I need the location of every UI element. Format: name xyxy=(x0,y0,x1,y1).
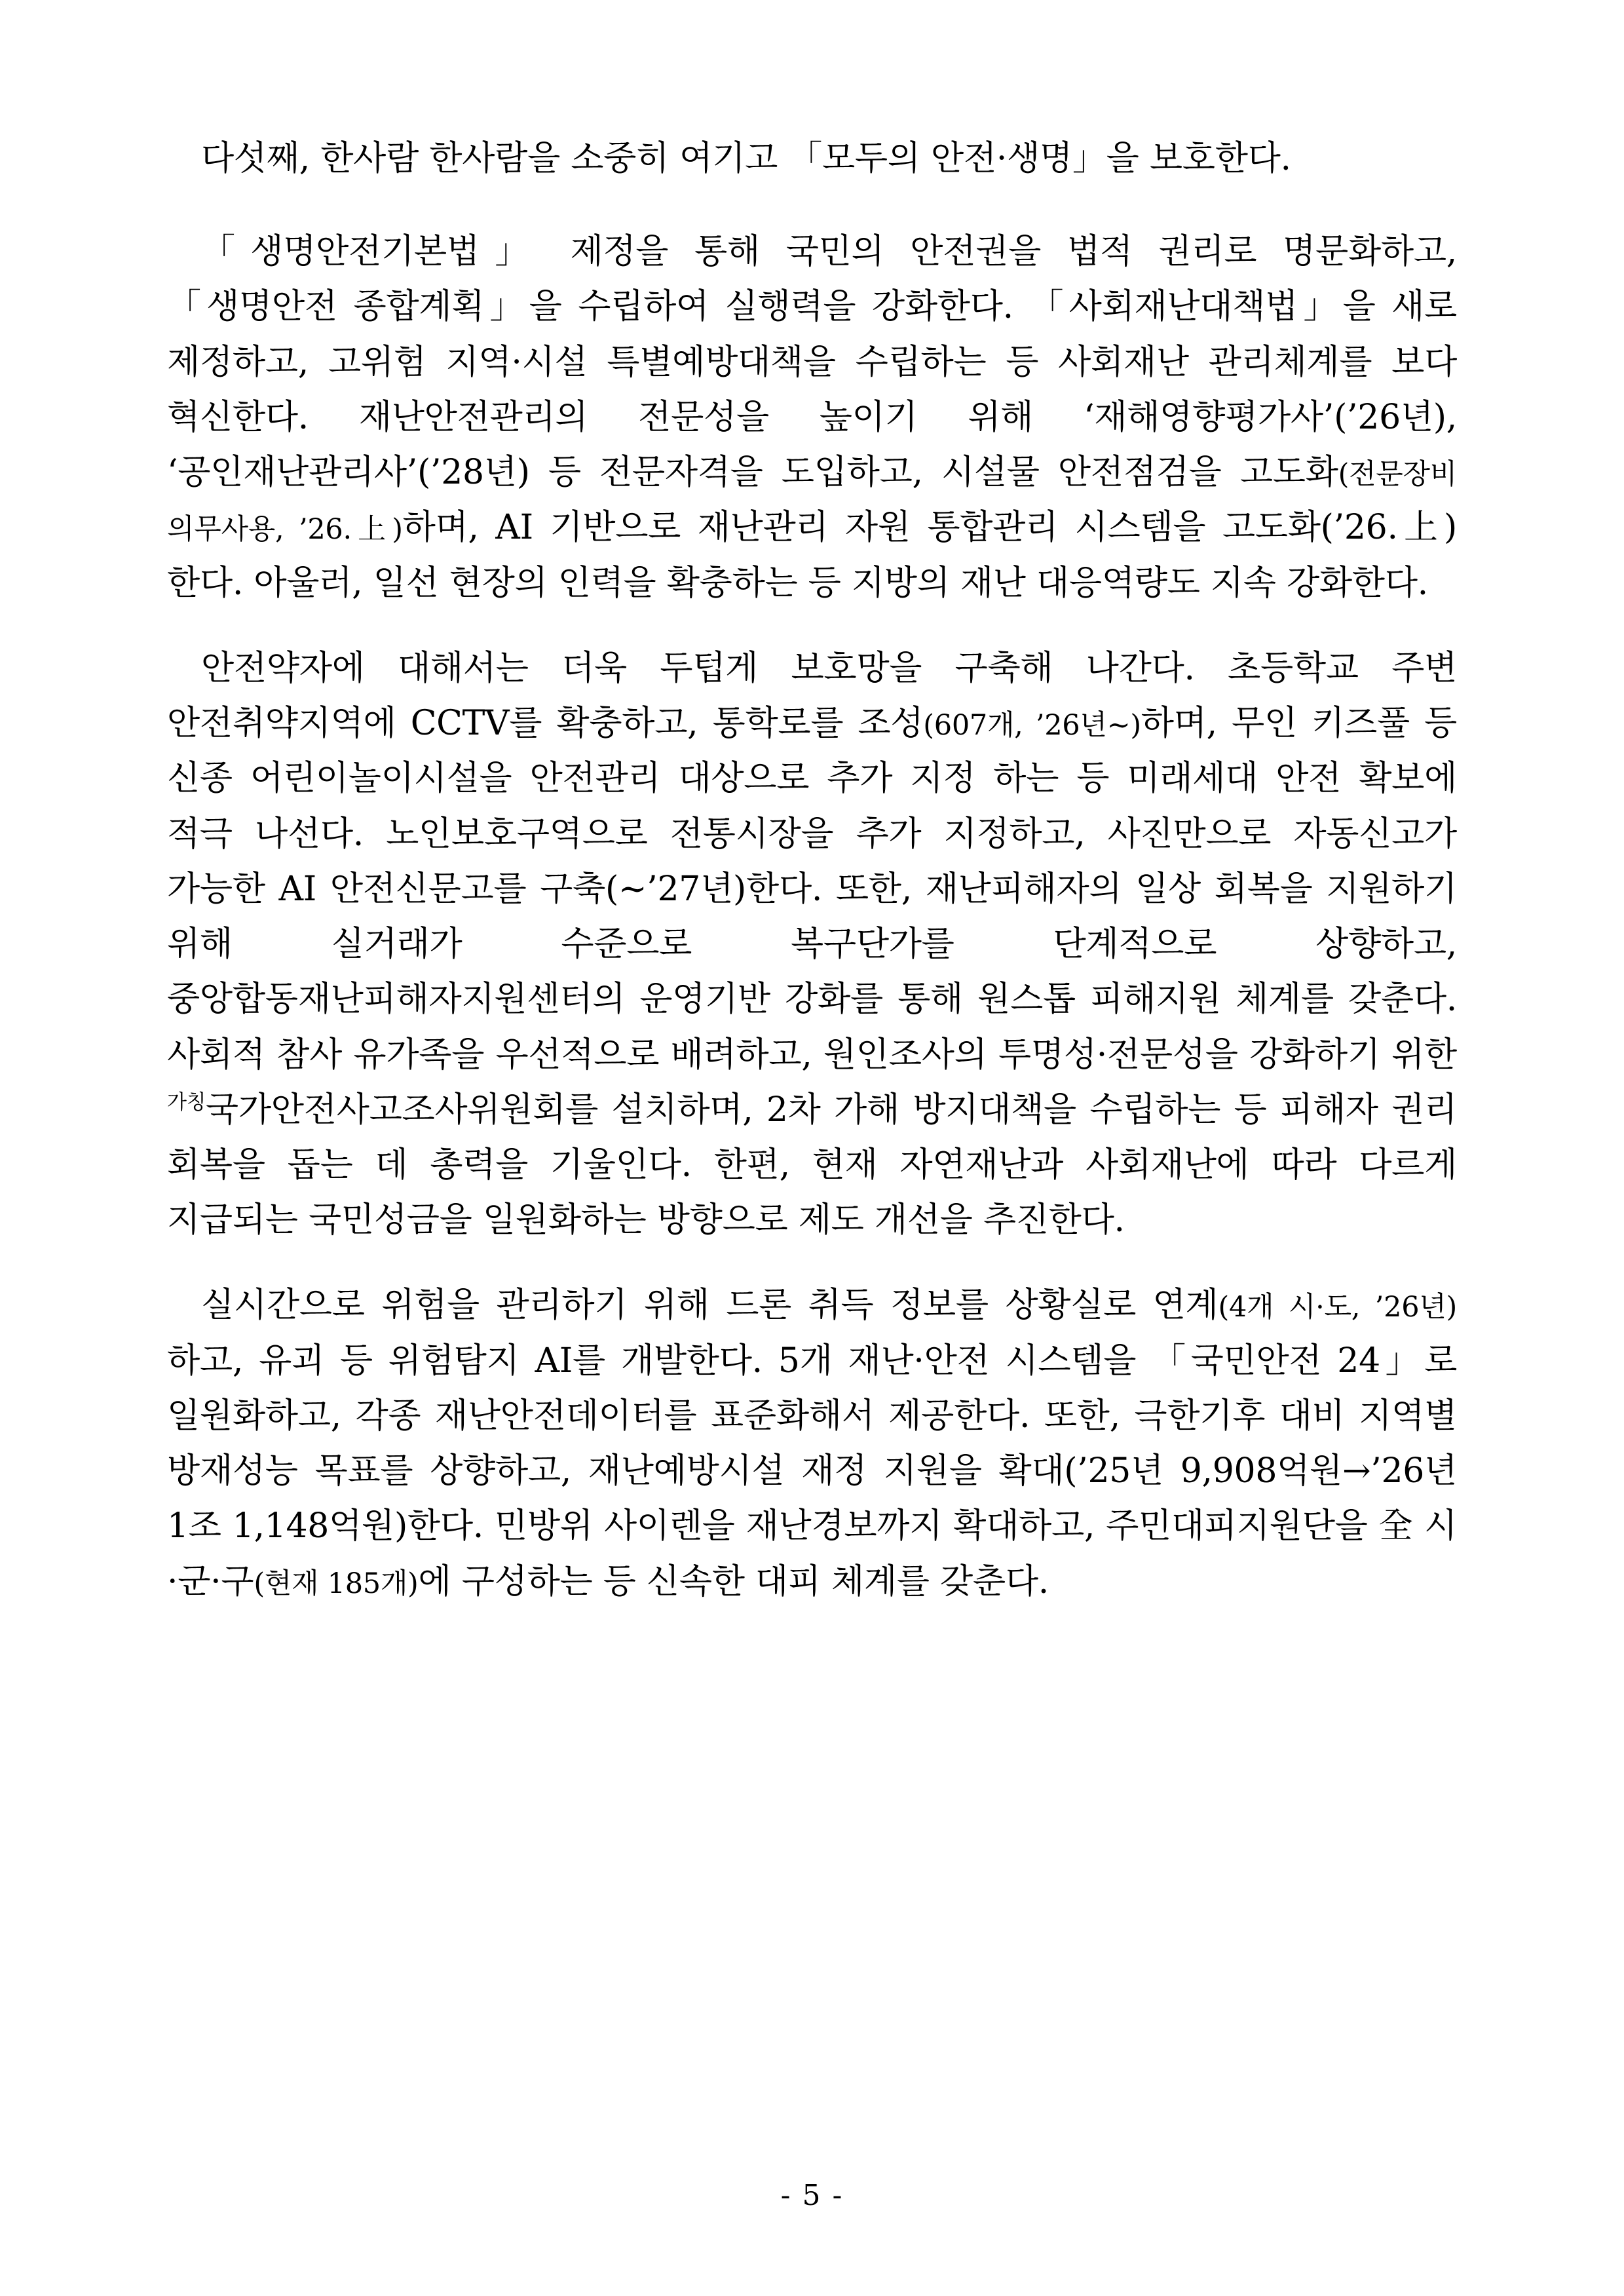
paragraph-2 xyxy=(167,641,1457,1248)
paragraph-3 xyxy=(167,1278,1457,1609)
paragraph-3-note-b: (현재 185개) xyxy=(254,1567,419,1600)
paragraph-1 xyxy=(167,224,1457,611)
paragraph-3-text-b: 하고, 유괴 등 위험탐지 AI를 개발한다. 5개 재난·안전 시스템을 「국민안전 24」로 일원화하고, 각종 재난안전데이터를 표준화해서 제공한다. 또한, 극한기후 대비 지역별 방재성능 목표를 상향하고, 재난예방시설 재정 지원을 확대(’25년 9,908억원→’26년 1조 1,148억원)한다. 민방위 사이렌을 재난경보까지 확대하고, 주민대피지원단을 全 시·군·구 xyxy=(167,1341,1457,1601)
paragraph-2-text-a: 안전약자에 대해서는 더욱 두텁게 보호망을 구축해 나간다. 초등학교 주변 안전취약지역에 CCTV를 확충하고, 통학로를 조성 xyxy=(167,648,1457,744)
paragraph-lead: 다섯째, 한사람 한사람을 소중히 여기고 「모두의 안전·생명」을 보호한다. xyxy=(201,139,1291,178)
paragraph-1-note-a: (전문장비 의무사용, ’26.上) xyxy=(167,458,1457,546)
paragraph-3-text-c: 에 구성하는 등 신속한 대피 체계를 갖춘다. xyxy=(418,1561,1049,1601)
document-body xyxy=(167,131,1457,1609)
paragraph-2-text-b: 하며, 무인 키즈풀 등 신종 어린이놀이시설을 안전관리 대상으로 추가 지정 하는 등 미래세대 안전 확보에 적극 나선다. 노인보호구역으로 전통시장을 추가 지정하고, 사진만으로 자동신고가 가능한 AI 안전신문고를 구축(~’27년)한다. 또한, 재난피해자의 일상 회복을 지원하기 위해 실거래가 수준으로 복구단가를 단계적으로 상향하고, 중앙합동재난피해자지원센터의 운영기반 강화를 통해 원스톱 피해지원 체계를 갖춘다. 사회적 참사 유가족을 우선적으로 배려하고, 원인조사의 투명성·전문성을 강화하기 위한 xyxy=(167,704,1457,1075)
paragraph-3-text-a: 실시간으로 위험을 관리하기 위해 드론 취득 정보를 상황실로 연계 xyxy=(201,1286,1218,1326)
paragraph-1-text-b: 하며, AI 기반으로 재난관리 자원 통합관리 시스템을 고도화(’26.上) 한다. 아울러, 일선 현장의 인력을 확충하는 등 지방의 재난 대응역량도 지속 강화한다. xyxy=(167,508,1457,603)
paragraph-2-superscript: 가칭 xyxy=(167,1090,206,1115)
paragraph-1-text-a: 「생명안전기본법」 제정을 통해 국민의 안전권을 법적 권리로 명문화하고, 「생명안전 종합계획」을 수립하여 실행력을 강화한다. 「사회재난대책법」을 새로 제정하고, 고위험 지역·시설 특별예방대책을 수립하는 등 사회재난 관리체계를 보다 혁신한다. 재난안전관리의 전문성을 높이기 위해 ‘재해영향평가사’(’26년), ‘공인재난관리사’(’28년) 등 전문자격을 도입하고, 시설물 안전점검을 고도화 xyxy=(167,232,1457,493)
paragraph-2-note-a: (607개, ’26년~) xyxy=(923,709,1141,742)
page-number: - 5 - xyxy=(780,2179,844,2212)
paragraph-2-text-c: 국가안전사고조사위원회를 설치하며, 2차 가해 방지대책을 수립하는 등 피해자 권리 회복을 돕는 데 총력을 기울인다. 한편, 현재 자연재난과 사회재난에 따라 다르게 지급되는 국민성금을 일원화하는 방향으로 제도 개선을 추진한다. xyxy=(167,1090,1457,1240)
paragraph-3-note-a: (4개 시·도, ’26년) xyxy=(1218,1291,1458,1324)
